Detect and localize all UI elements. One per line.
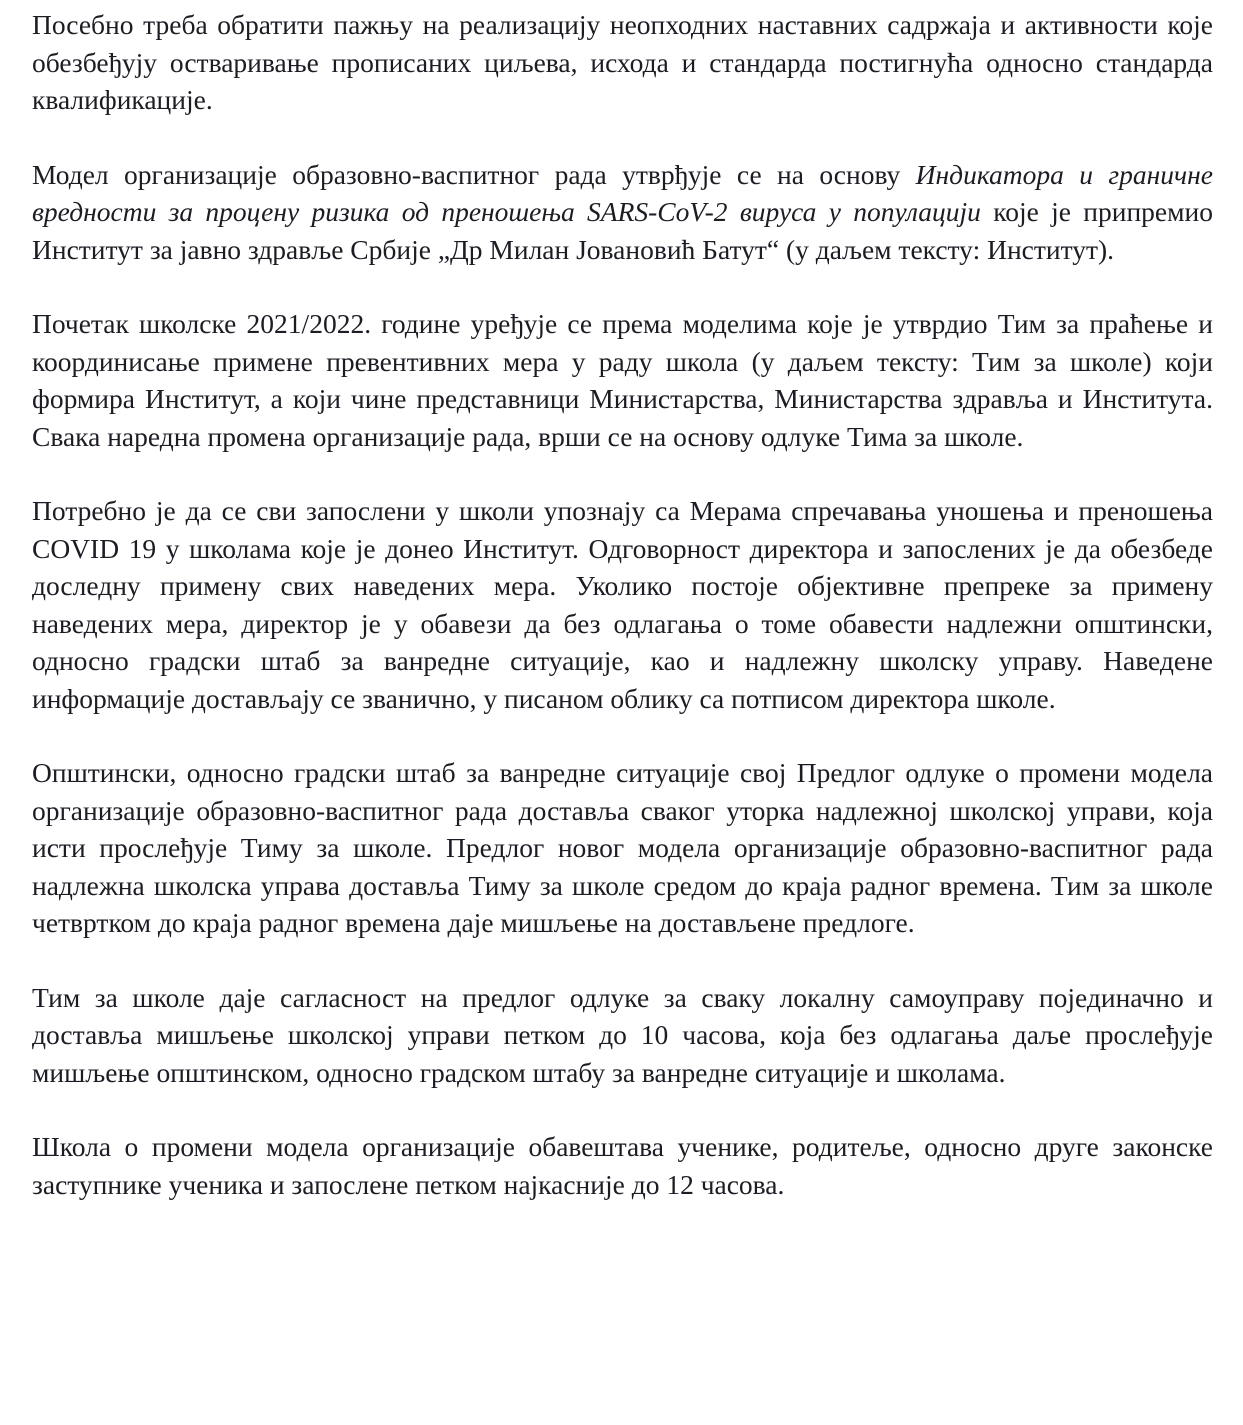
indicators-document-title: Индикатора и граничне вредности за процену ризика од преношења SARS-CoV-2 вируса у популацији [32, 158, 1213, 227]
paragraph-employee-measures: Потребно је да се сви запослени у школи упознају са Мерама спречавања уношења и преношења COVID 19 у школама које је донео Институт. Одговорност директора и запослених је да обезбеде доследну примену свих наведених мера. Уколико постоје објективне препреке за примену наведених мера, директор је у обавези да без одлагања о томе обавести надлежни општински, односно градски штаб за ванредне ситуације, као и надлежну школску управу. Наведене информације достављају се званично, у писаном облику са потписом директора школе. [32, 495, 1213, 714]
paragraph-school-notification: Школа о промени модела организације обавештава ученике, родитеље, односно друге законске заступнике ученика и запослене петком најкасније до 12 часова. [32, 1131, 1213, 1200]
paragraph-text: које је припремио Институт за јавно здравље Србије „Др Милан Јовановић Батут“ (у даљем тексту: Институт). [32, 196, 1213, 265]
paragraph-organization-model [32, 156, 1213, 269]
paragraph-learning-content: Посебно треба обратити пажњу на реализацију неопходних наставних садржаја и активности које обезбеђују остваривање прописаних циљева, исхода и стандарда постигнућа односно стандарда квалификације. [32, 9, 1213, 115]
document-page [32, 6, 1213, 1203]
paragraph-text: Модел организације образовно-васпитног рада утврђује се на основу [32, 158, 916, 190]
paragraph-municipal-headquarters: Општински, односно градски штаб за ванредне ситуације свој Предлог одлуке о промени модела организације образовно-васпитног рада доставља сваког уторка надлежној школској управи, која исти прослеђује Тиму за школе. Предлог новог модела организације образовно-васпитног рада надлежна школска управа доставља Тиму за школе средом до краја радног времена. Тим за школе четвртком до краја радног времена даје мишљење на достављене предлоге. [32, 757, 1213, 938]
paragraph-team-consent: Тим за школе даје сагласност на предлог одлуке за сваку локалну самоуправу појединачно и доставља мишљење школској управи петком до 10 часова, која без одлагања даље прослеђује мишљење општинском, односно градском штабу за ванредне ситуације и школама. [32, 981, 1213, 1088]
paragraph-school-year-start: Почетак школске 2021/2022. године уређује се према моделима које је утврдио Тим за праћење и координисање примене превентивних мера у раду школа (у даљем тексту: Тим за школе) који формира Институт, а који чине представници Министарства, Министарства здравља и Института. Свака наредна промена организације рада, врши се на основу одлуке Тима за школе. [32, 308, 1213, 452]
